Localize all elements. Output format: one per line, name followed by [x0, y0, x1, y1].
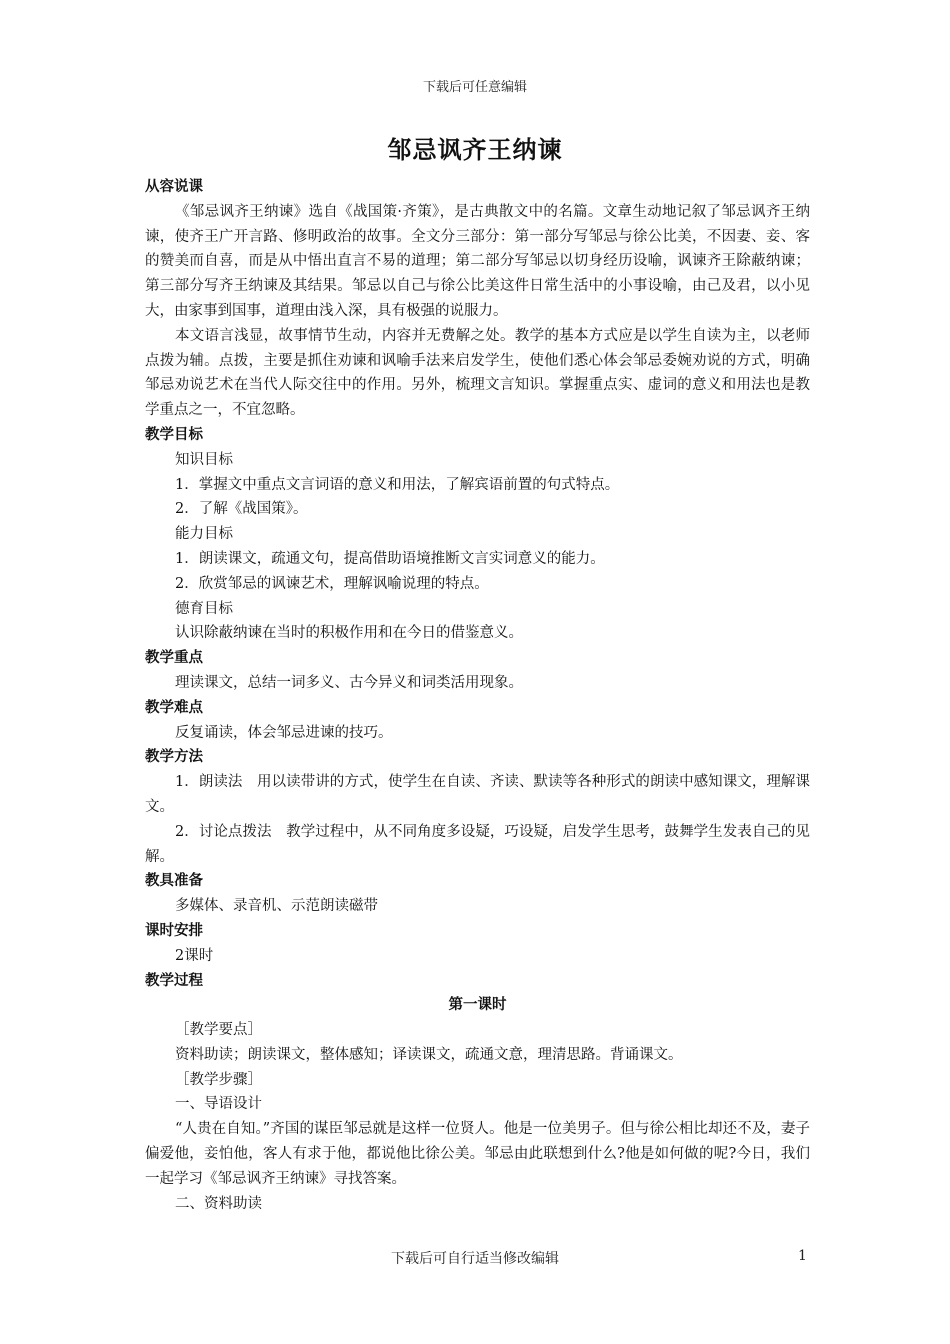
intro-paragraph-1: 《邹忌讽齐王纳谏》选自《战国策·齐策》，是古典散文中的名篇。文章生动地记叙了邹忌讽齐王纳谏，使齐王广开言路、修明政治的故事。全文分三部分：第一部分写邹忌与徐公比美，不因妻、妾、客的赞美而自喜，而是从中悟出直言不易的道理；第二部分写邹忌以切身经历设喻，讽谏齐王除蔽纳谏；第三部分写齐王纳谏及其结果。邹忌以自己与徐公比美这件日常生活中的小事设喻，由己及君，以小见大，由家事到国事，道理由浅入深，具有极强的说服力。 — [145, 203, 810, 319]
goal-moral-label: 德育目标 — [175, 600, 233, 617]
step-1-text: “人贵在自知。”齐国的谋臣邹忌就是这样一位贤人。他是一位美男子。但与徐公相比却还不及，妻子偏爱他，妾怕他，客人有求于他，都说他比徐公美。邹忌由此联想到什么?他是如何做的呢?今日，我们一起学习《邹忌讽齐王纳谏》寻找答案。 — [145, 1121, 810, 1187]
time-text: 2课时 — [175, 947, 214, 964]
lesson-1-steps-label: ［教学步骤］ — [175, 1071, 262, 1088]
tools-text: 多媒体、录音机、示范朗读磁带 — [175, 898, 378, 915]
goal-knowledge-label: 知识目标 — [175, 451, 233, 468]
goal-knowledge-1: 1．掌握文中重点文言词语的意义和用法，了解宾语前置的句式特点。 — [175, 476, 620, 493]
section-heading-tools: 教具准备 — [145, 873, 203, 890]
key-text: 理读课文，总结一词多义、古今异义和词类活用现象。 — [175, 674, 523, 691]
goal-knowledge-2: 2．了解《战国策》。 — [175, 501, 308, 518]
page-number: 1 — [798, 1248, 807, 1264]
section-heading-difficulty: 教学难点 — [145, 699, 203, 716]
goal-ability-2: 2．欣赏邹忌的讽谏艺术，理解讽喻说理的特点。 — [175, 575, 489, 592]
goal-ability-label: 能力目标 — [175, 526, 233, 543]
document-title: 邹忌讽齐王纳谏 — [387, 136, 563, 164]
section-heading-intro: 从容说课 — [145, 179, 203, 195]
section-heading-key: 教学重点 — [145, 650, 203, 667]
goal-ability-1: 1．朗读课文，疏通文句，提高借助语境推断文言实词意义的能力。 — [175, 550, 605, 567]
step-2-heading: 二、资料助读 — [175, 1195, 262, 1212]
lesson-1-points-label: ［教学要点］ — [175, 1022, 262, 1039]
method-2: 2．讨论点拨法 教学过程中，从不同角度多设疑，巧设疑，启发学生思考，鼓舞学生发表自己的见解。 — [145, 823, 810, 865]
page-footer: 下载后可自行适当修改编辑 — [391, 1251, 559, 1267]
document-body — [145, 175, 810, 1216]
section-heading-method: 教学方法 — [145, 749, 203, 766]
step-1-heading: 一、导语设计 — [175, 1096, 262, 1113]
section-heading-time: 课时安排 — [145, 922, 203, 939]
page-header: 下载后可任意编辑 — [422, 80, 527, 95]
lesson-1-points: 资料助读；朗读课文，整体感知；译读课文，疏通文意，理清思路。背诵课文。 — [175, 1046, 683, 1063]
section-heading-process: 教学过程 — [145, 972, 203, 989]
difficulty-text: 反复诵读，体会邹忌进谏的技巧。 — [175, 724, 393, 741]
method-1: 1．朗读法 用以读带讲的方式，使学生在自读、齐读、默读等各种形式的朗读中感知课文，理解课文。 — [145, 774, 810, 815]
intro-paragraph-2: 本文语言浅显，故事情节生动，内容并无费解之处。教学的基本方式应是以学生自读为主，以老师点拨为辅。点拨，主要是抓住劝谏和讽喻手法来启发学生，使他们悉心体会邹忌委婉劝说的方式，明确邹忌劝说艺术在当代人际交往中的作用。另外，梳理文言知识。掌握重点实、虚词的意义和用法也是教学重点之一，不宜忽略。 — [145, 327, 810, 419]
section-heading-goals: 教学目标 — [145, 426, 203, 443]
goal-moral-1: 认识除蔽纳谏在当时的积极作用和在今日的借鉴意义。 — [175, 625, 523, 642]
lesson-1-heading: 第一课时 — [448, 997, 507, 1014]
